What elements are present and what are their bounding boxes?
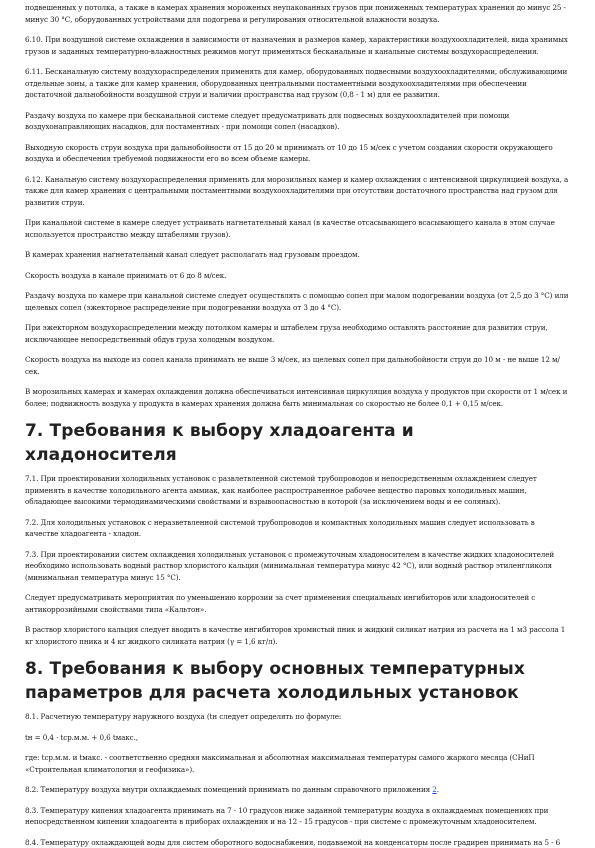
paragraph-circulation: В морозильных камерах и камерах охлаждения должна обеспечиваться интенсивная циркуляция воздуха у продуктов при скорости от 1 м/сек и более; подвижность воздуха у продукта в камерах хранения должна быть минимальная со скоростью не более 0,1 + 0,15 м/сек.	[25, 386, 570, 409]
paragraph-storage-channel: В камерах хранения нагнетательный канал следует располагать над грузовым проездом.	[25, 249, 570, 261]
paragraph-7-1: 7.1. При проектировании холодильных установок с развлетвленной системой трубопроводов и непосредственным охлаждением следует применять в качестве холодильного агента аммиак, как наиболее распространенное рабочее вещество паровых холодильных машин, обладающее высокими термодинамическими свойствами и взрывоопасностью в которой (за исключением воды и ее соляных).	[25, 473, 570, 508]
paragraph-8-2-end: .	[437, 785, 439, 794]
paragraph-6-12: 6.12. Канальную систему воздухораспределения применять для морозильных камер и камер охлаждения с интенсивной циркуляцией воздуха, а также для камер хранения с центральными постаментными воздухоохладителями при отсутствии достаточного пространства над грузом для развития струи.	[25, 174, 570, 209]
paragraph-inhibitors: В раствор хлористого кальция следует вводить в качестве ингибиторов хромистый пник и жидкий силикат натрия из расчета на 1 м3 рассола 1 кг хлористого пника и 4 кг жидкого силиката натрия (γ = 1,6 кг/л).	[25, 624, 570, 647]
paragraph-6-9-tail: подвешенных у потолка, а также в камерах хранения мороженых неупакованных грузов при пониженных температурах хранения до минус 25 - минус 30 °С, оборудованных устройствами для подогрева и регулирования относительной влажности воздуха.	[25, 2, 570, 25]
paragraph-corrosion: Следует предусматривать мероприятия по уменьшению коррозии за счет применения специальных ингибиторов или хладоносителей с антикоррозийными свойствами типа «Кальтон».	[25, 592, 570, 615]
paragraph-7-2: 7.2. Для холодильных установок с неразветвленной системой трубопроводов и компактных холодильных машин следует использовать в качестве хладоагента - хладон.	[25, 517, 570, 540]
paragraph-channel-speed: Скорость воздуха в канале принимать от 6 до 8 м/сек.	[25, 270, 570, 282]
section-7-heading: 7. Требования к выбору хладоагента и хладоносителя	[25, 419, 570, 467]
paragraph-nozzle-speed: Скорость воздуха на выходе из сопел канала принимать не выше 3 м/сек, из щелевых сопел при дальнобойности струи до 10 м - не выше 12 м/сек.	[25, 354, 570, 377]
paragraph-formula-legend: где: tср.м.м. и tмакс. - соответственно средняя максимальная и абсолютная максимальная температуры самого жаркого месяца (СНиП «Строительная климатология и геофизика»).	[25, 752, 570, 775]
paragraph-8-4: 8.4. Температуру охлаждающей воды для систем оборотного водоснабжения, подаваемой на конденсаторы после градирен принимать на 5 - 6	[25, 837, 570, 848]
paragraph-8-1: 8.1. Расчетную температуру наружного воздуха (tн следует определять по формуле:	[25, 711, 570, 723]
formula-outdoor-temperature: tн = 0,4 · tср.м.м. + 0,6 tмакс.,	[25, 732, 570, 744]
paragraph-8-3: 8.3. Температуру кипения хладоагента принимать на 7 - 10 градусов ниже заданной температуры воздуха в охлаждаемых помещениях при непосредственном кипении хладоагента в приборах охлаждения и на 12 - 15 градусов - при системе с промежуточным хладоносителем.	[25, 805, 570, 828]
paragraph-7-3: 7.3. При проектировании систем охлаждения холодильных установок с промежуточным хладоносителем в качестве жидких хладоносителей необходимо использовать водный раствор хлористого кальция (минимальная температура минус 42 °С), или водный раствор этиленгликоля (минимальная температура минус 15 °С).	[25, 549, 570, 584]
paragraph-6-11: 6.11. Бесканальную систему воздухораспределения применять для камер, оборудованных подвесными воздухоохладителями, обслуживающими отдельные зоны, а также для камер хранения, оборудованных центральными постаментными воздухоохладителями при обеспечении достаточной дальнобойности воздушной струи и наличии пространства над грузом (0,8 - 1 м) для ее развития.	[25, 66, 570, 101]
section-8-heading: 8. Требования к выбору основных температурных параметров для расчета холодильных установок	[25, 657, 570, 705]
paragraph-ejector-distribution: При эжекторном воздухораспределении между потолком камеры и штабелем груза необходимо оставлять расстояние для развития струи, исключающее непосредственный обдув груза холодным воздухом.	[25, 322, 570, 345]
paragraph-channel-system: При канальной системе в камере следует устраивать нагнетательный канал (в качестве отсасывающего всасывающего канала в этом случае используется пространство между штабелями грузов).	[25, 217, 570, 240]
paragraph-exit-speed: Выходную скорость струи воздуха при дальнобойности от 15 до 20 м принимать от 10 до 15 м/сек с учетом создания скорости окружающего воздуха и обеспечения требуемой подвижности его во всем объеме камеры.	[25, 142, 570, 165]
paragraph-8-2	[25, 784, 570, 796]
paragraph-air-distribution: Раздачу воздуха по камере при бесканальной системе следует предусматривать для подвесных воздухоохладителей при помощи воздухонаправляющих насадков, для постаментных - при помощи сопел (насадков).	[25, 110, 570, 133]
paragraph-nozzle-distribution: Раздачу воздуха по камере при канальной системе следует осуществлять с помощью сопел при малом подогревании воздуха (от 2,5 до 3 °С) или щелевых сопел (эжекторное распределение при подогревании воздуха от 3 до 4 °С).	[25, 290, 570, 313]
paragraph-6-10: 6.10. При воздушной системе охлаждения в зависимости от назначения и размеров камер, характеристики воздухоохладителей, вида хранимых грузов и заданных температурно-влажностных режимов могут применяться бесканальные и канальные системы воздухораспределения.	[25, 34, 570, 57]
appendix-2-link[interactable]: 2	[432, 785, 436, 794]
paragraph-8-2-text: 8.2. Температуру воздуха внутри охлаждаемых помещений принимать по данным справочного приложения	[25, 785, 432, 794]
